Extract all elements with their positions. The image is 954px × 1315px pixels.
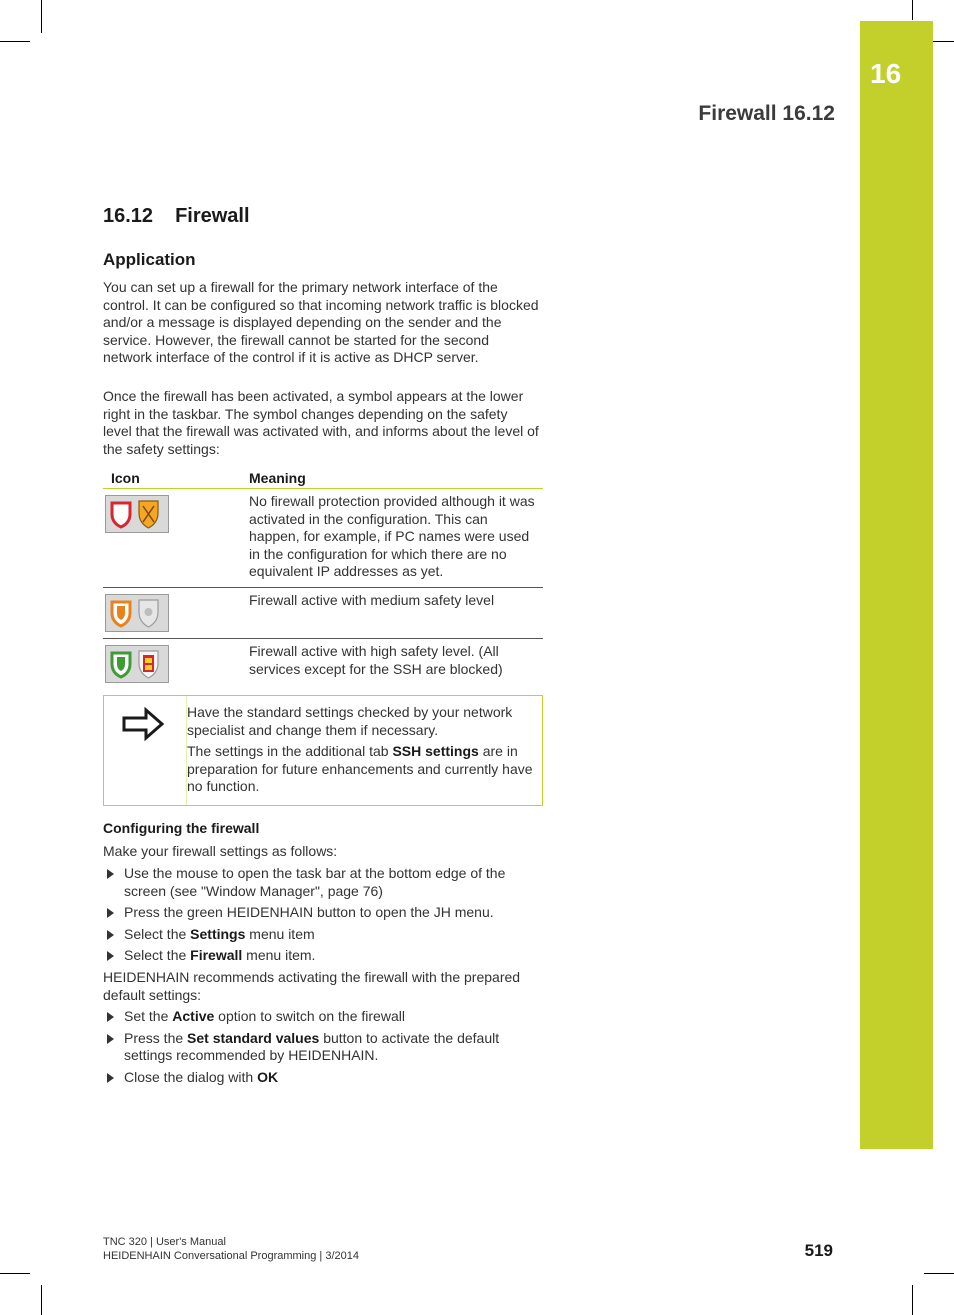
table-row (103, 587, 543, 638)
section-title (103, 205, 250, 228)
table-row (103, 638, 543, 689)
crop-mark (912, 1285, 913, 1315)
table-header-meaning: Meaning (241, 464, 543, 489)
note-line-2: The settings in the additional tab SSH settings are in preparation for future enhancements and currently have no function. (187, 743, 533, 795)
section-number: 16.12 (103, 205, 154, 227)
list-item: Select the Settings menu item (103, 926, 543, 944)
application-para-2: Once the firewall has been activated, a symbol appears at the lower right in the taskbar. The symbol changes depending on the safety level that the firewall was activated with, and informs about the level of the safety settings: (103, 388, 539, 457)
meaning-text: No firewall protection provided although it was activated in the configuration. This can happen, for example, if PC names were used in the configuration for which there are no equivalent IP addresses as yet. (241, 489, 543, 588)
table-header-icon: Icon (103, 464, 241, 489)
firewall-no-protection-icon (105, 495, 169, 533)
list-item: Use the mouse to open the task bar at the bottom edge of the screen (see "Window Manager", page 76) (103, 865, 543, 900)
meaning-text: Firewall active with high safety level. (All services except for the SSH are blocked) (249, 642, 503, 677)
crop-mark (924, 1273, 954, 1274)
note-box (103, 695, 543, 806)
table-row (103, 489, 543, 588)
footer-line-1: TNC 320 | User's Manual (103, 1236, 226, 1248)
configuring-intro: Make your firewall settings as follows: (103, 843, 338, 859)
section-title-text: Firewall (175, 205, 250, 227)
footer-line-2: HEIDENHAIN Conversational Programming | 3/2014 (103, 1250, 359, 1262)
list-item: Select the Firewall menu item. (103, 947, 543, 965)
crop-mark (0, 41, 30, 42)
page-number: 519 (804, 1241, 833, 1260)
application-heading: Application (103, 250, 196, 269)
chapter-tab (860, 21, 933, 1149)
icon-meaning-table (103, 464, 543, 689)
running-head: Firewall 16.12 (698, 102, 835, 125)
footer (103, 1235, 359, 1263)
arrow-right-icon (122, 706, 166, 742)
chapter-number: 16 (870, 58, 902, 89)
list-item: Press the green HEIDENHAIN button to open the JH menu. (103, 904, 543, 922)
crop-mark (0, 1273, 30, 1274)
list-item: Set the Active option to switch on the firewall (103, 1008, 543, 1026)
steps-list-b (103, 1008, 543, 1090)
list-item: Press the Set standard values button to activate the default settings recommended by HEIDENHAIN. (103, 1030, 543, 1065)
note-text (187, 704, 535, 800)
list-item: Close the dialog with OK (103, 1069, 543, 1087)
note-line-1: Have the standard settings checked by your network specialist and change them if necessary. (187, 704, 513, 738)
firewall-medium-safety-icon (105, 594, 169, 632)
crop-mark (41, 1285, 42, 1315)
configuring-heading: Configuring the firewall (103, 820, 260, 836)
firewall-high-safety-icon (105, 645, 169, 683)
application-para-1: You can set up a firewall for the primary network interface of the control. It can be configured so that incoming network traffic is blocked and/or a message is displayed depending on the sender and the service. However, the firewall cannot be started for the second network interface of the control if it is active as DHCP server. (103, 279, 539, 366)
crop-mark (41, 0, 42, 33)
recommend-text: HEIDENHAIN recommends activating the firewall with the prepared default settings: (103, 969, 521, 1003)
meaning-text: Firewall active with medium safety level (241, 587, 543, 638)
steps-list-a (103, 865, 543, 969)
crop-mark (912, 0, 913, 20)
